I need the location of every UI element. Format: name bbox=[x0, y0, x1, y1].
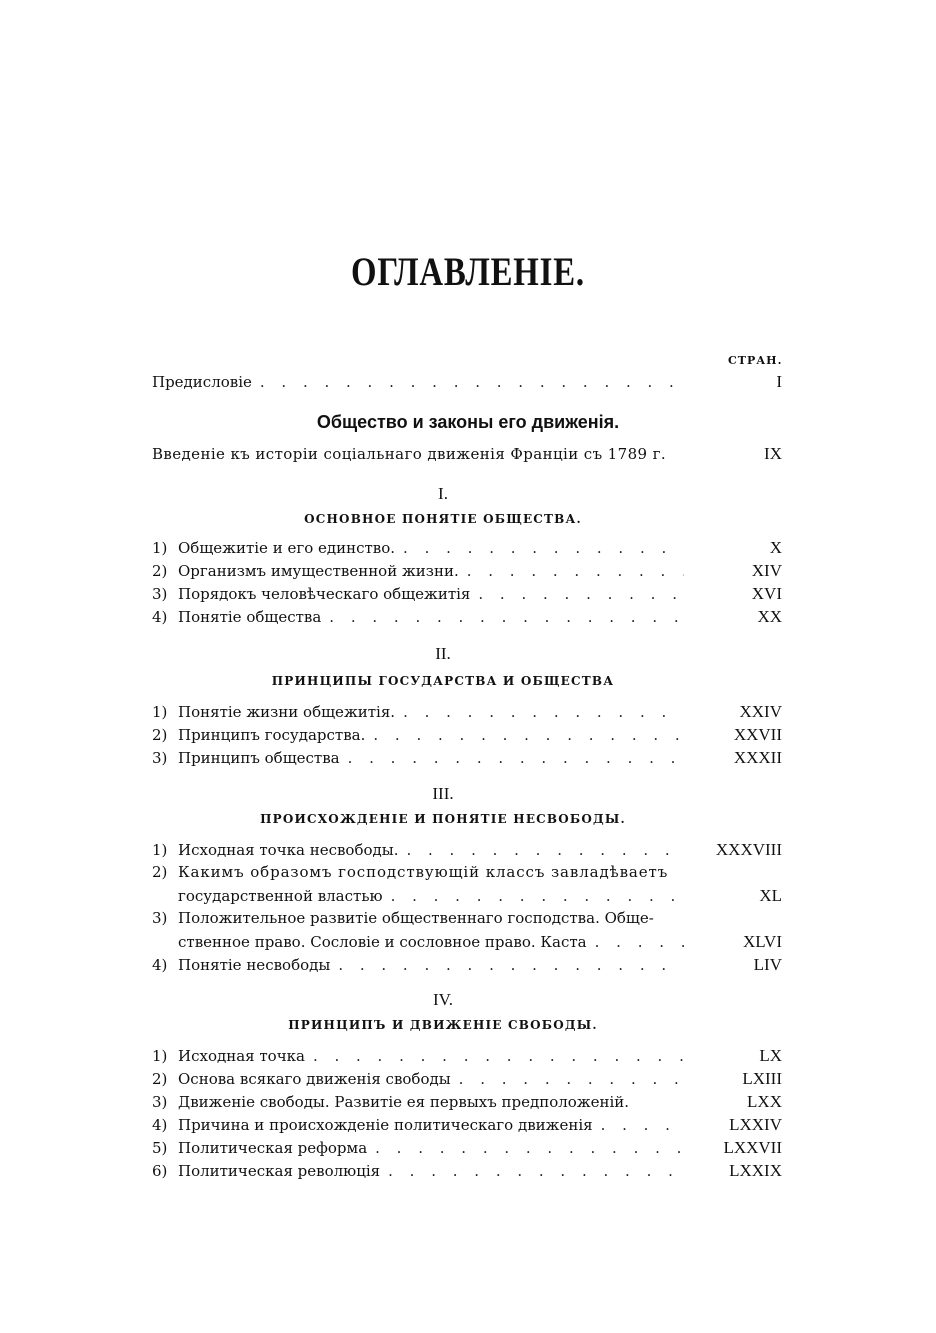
toc-entry[interactable] bbox=[152, 1069, 782, 1091]
leader-dots bbox=[601, 1116, 684, 1134]
toc-entry-preface[interactable] bbox=[152, 372, 782, 394]
toc-entry-page: IX bbox=[764, 444, 782, 463]
leader-dots bbox=[388, 1162, 684, 1180]
chapter-title: ПРИНЦИПЪ И ДВИЖЕНIЕ СВОБОДЫ. bbox=[288, 1018, 598, 1032]
leader-dots bbox=[338, 956, 684, 974]
chapter-title: ПРИНЦИПЫ ГОСУДАРСТВА И ОБЩЕСТВА bbox=[271, 674, 615, 688]
page-column-label: СТРАН. bbox=[728, 354, 783, 367]
toc-entry-number: 1) bbox=[152, 539, 168, 557]
leader-dots bbox=[467, 562, 684, 580]
toc-entry-text: Принципъ государства. bbox=[178, 726, 366, 744]
toc-entry-page: XXXVIII bbox=[715, 840, 782, 859]
toc-entry-page: XVI bbox=[751, 584, 782, 603]
toc-entry-text: Движенiе свободы. Развитiе ея первыхъ предположенiй. bbox=[178, 1093, 630, 1111]
toc-entry-text: Политическая реформа bbox=[178, 1139, 368, 1157]
toc-entry-text: Исходная точка bbox=[178, 1047, 305, 1065]
toc-entry-text: Порядокъ человѣческаго общежитiя bbox=[178, 585, 471, 603]
toc-entry[interactable] bbox=[152, 538, 782, 560]
toc-entry-page: LX bbox=[759, 1046, 782, 1065]
toc-entry-number: 2) bbox=[152, 562, 168, 580]
toc-entry-number: 1) bbox=[152, 841, 168, 859]
leader-dots bbox=[391, 887, 684, 905]
chapter-title: ПРОИСХОЖДЕНIЕ И ПОНЯТIЕ НЕСВОБОДЫ. bbox=[260, 812, 626, 826]
toc-entry-page: XLVI bbox=[742, 932, 782, 951]
toc-entry-text: Понятiе жизни общежитiя. bbox=[178, 703, 396, 721]
toc-entry-text: Организмъ имущественной жизни. bbox=[178, 562, 459, 580]
toc-entry-page: LXX bbox=[747, 1092, 782, 1111]
chapter-number: III. bbox=[432, 784, 454, 803]
toc-entry[interactable] bbox=[152, 584, 782, 606]
toc-entry-page: LXXIX bbox=[729, 1161, 782, 1180]
toc-entry-page: XX bbox=[757, 607, 782, 626]
toc-entry-number: 6) bbox=[152, 1162, 168, 1180]
leader-dots bbox=[260, 373, 684, 391]
toc-entry-number: 3) bbox=[152, 1093, 168, 1111]
leader-dots bbox=[375, 1139, 684, 1157]
toc-entry-number: 2) bbox=[152, 1070, 168, 1088]
toc-entry[interactable] bbox=[152, 886, 782, 908]
leader-dots bbox=[403, 539, 684, 557]
toc-entry-text: Причина и происхожденiе политическаго движенiя bbox=[178, 1116, 593, 1134]
toc-entry-page: XXXII bbox=[733, 748, 782, 767]
toc-entry-text: Предисловiе bbox=[152, 373, 252, 391]
toc-entry-page: XXVII bbox=[733, 725, 782, 744]
leader-dots bbox=[459, 1070, 684, 1088]
toc-entry-page: LIV bbox=[753, 955, 782, 974]
toc-entry-number: 2) bbox=[152, 726, 168, 744]
toc-entry-number: 3) bbox=[152, 909, 168, 927]
toc-entry-number: 3) bbox=[152, 585, 168, 603]
chapter-number: II. bbox=[435, 644, 451, 663]
toc-entry[interactable] bbox=[152, 561, 782, 583]
toc-entry-text: Понятiе общества bbox=[178, 608, 322, 626]
toc-entry-page: XIV bbox=[751, 561, 782, 580]
toc-entry-text: Исходная точка несвободы. bbox=[178, 841, 399, 859]
toc-entry[interactable] bbox=[152, 607, 782, 629]
toc-entry-text-line1: Какимъ образомъ господствующiй классъ завладѣваетъ bbox=[178, 863, 669, 881]
toc-entry-number: 4) bbox=[152, 608, 168, 626]
toc-entry-page: LXXVII bbox=[723, 1138, 782, 1157]
toc-entry[interactable] bbox=[152, 1138, 782, 1160]
toc-entry-wrapped-first-line[interactable] bbox=[152, 909, 782, 931]
page-title: ОГЛАВЛЕНIЕ. bbox=[351, 249, 585, 294]
toc-entry-text: Основа всякаго движенiя свободы bbox=[178, 1070, 451, 1088]
toc-entry-text: государственной властью bbox=[178, 887, 383, 905]
toc-entry-page: XXIV bbox=[739, 702, 782, 721]
toc-entry-number: 4) bbox=[152, 956, 168, 974]
toc-entry[interactable] bbox=[152, 1092, 782, 1114]
toc-entry-page: LXIII bbox=[742, 1069, 782, 1088]
chapter-number: IV. bbox=[433, 990, 453, 1009]
toc-entry[interactable] bbox=[152, 725, 782, 747]
leader-dots bbox=[403, 703, 684, 721]
toc-entry-number: 1) bbox=[152, 703, 168, 721]
toc-entry-text: Общежитiе и его единство. bbox=[178, 539, 396, 557]
toc-entry[interactable] bbox=[152, 1115, 782, 1137]
chapter-number: I. bbox=[438, 484, 448, 503]
toc-entry[interactable] bbox=[152, 1161, 782, 1183]
toc-entry[interactable] bbox=[152, 955, 782, 977]
toc-entry-page: X bbox=[769, 538, 782, 557]
toc-entry[interactable] bbox=[152, 1046, 782, 1068]
toc-entry[interactable] bbox=[152, 702, 782, 724]
toc-entry-number: 3) bbox=[152, 749, 168, 767]
leader-dots bbox=[406, 841, 684, 859]
toc-entry[interactable] bbox=[152, 748, 782, 770]
toc-entry-text: ственное право. Сословiе и сословное право. Каста bbox=[178, 933, 587, 951]
toc-entry-number: 4) bbox=[152, 1116, 168, 1134]
leader-dots bbox=[313, 1047, 684, 1065]
toc-entry-page: XL bbox=[759, 886, 782, 905]
toc-entry-text-line1: Положительное развитiе общественнаго господства. Обще- bbox=[178, 909, 654, 927]
leader-dots bbox=[348, 749, 684, 767]
leader-dots bbox=[478, 585, 684, 603]
toc-entry-text: Понятiе несвободы bbox=[178, 956, 331, 974]
leader-dots bbox=[595, 933, 684, 951]
toc-entry-text: Принципъ общества bbox=[178, 749, 340, 767]
leader-dots bbox=[329, 608, 684, 626]
toc-entry-number: 5) bbox=[152, 1139, 168, 1157]
leader-dots bbox=[373, 726, 684, 744]
toc-entry[interactable] bbox=[152, 840, 782, 862]
toc-entry-number: 2) bbox=[152, 863, 168, 881]
toc-entry-wrapped-first-line[interactable] bbox=[152, 863, 782, 885]
part-heading: Общество и законы его движенiя. bbox=[316, 412, 620, 432]
toc-entry-text: Политическая революцiя bbox=[178, 1162, 381, 1180]
toc-entry-page: I bbox=[776, 372, 782, 391]
chapter-title: ОСНОВНОЕ ПОНЯТIЕ ОБЩЕСТВА. bbox=[304, 512, 582, 526]
toc-entry-introduction[interactable] bbox=[152, 444, 782, 466]
toc-entry[interactable] bbox=[152, 932, 782, 954]
toc-entry-text: Введенiе къ исторiи соцiальнаго движенiя Францiи съ 1789 г. bbox=[152, 445, 667, 463]
toc-entry-page: LXXIV bbox=[729, 1115, 782, 1134]
toc-entry-number: 1) bbox=[152, 1047, 168, 1065]
